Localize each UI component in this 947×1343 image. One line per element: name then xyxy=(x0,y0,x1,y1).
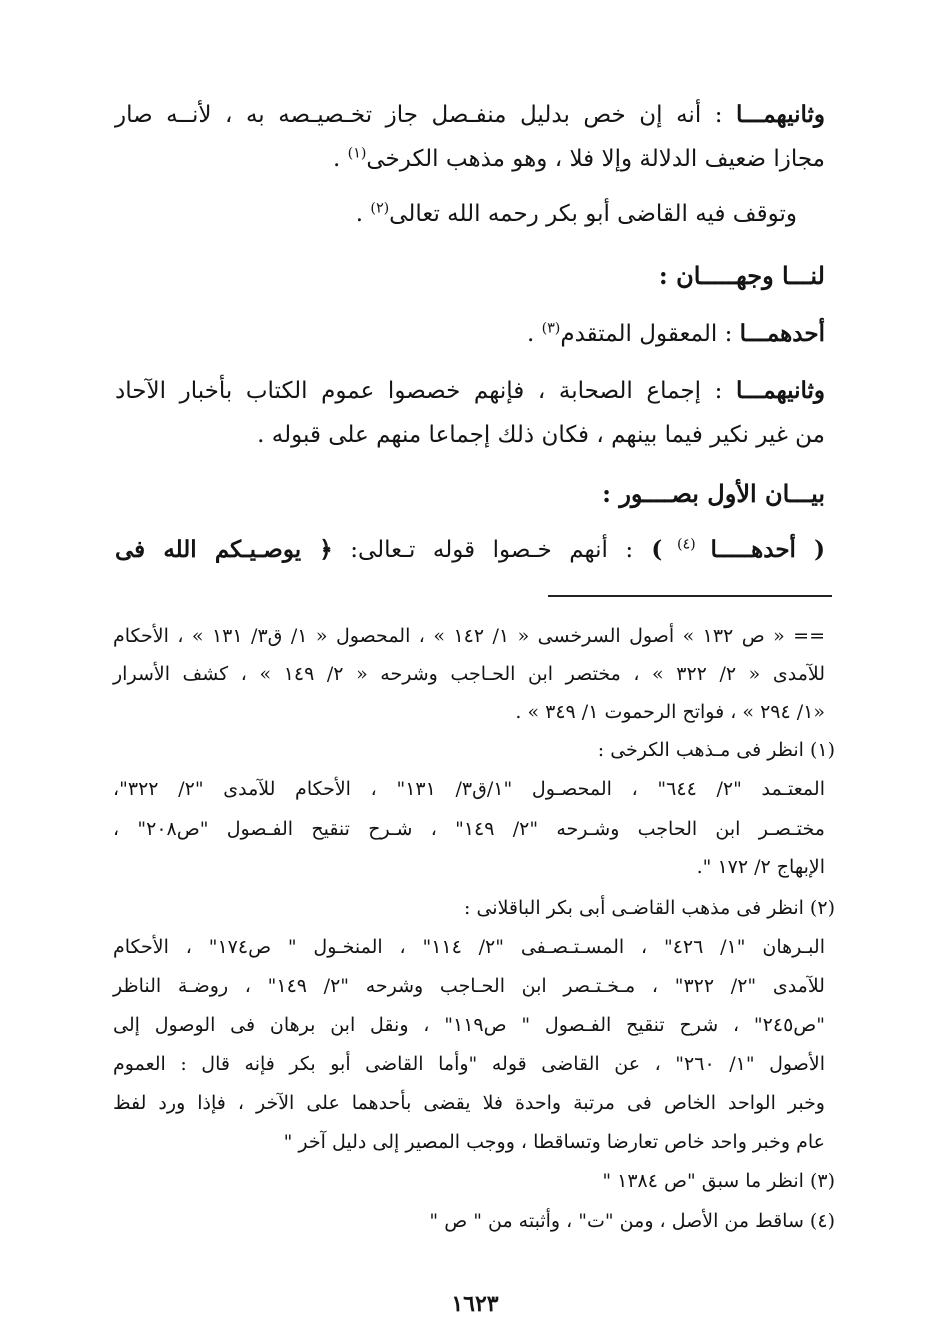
paragraph-second-opinion-line1 xyxy=(115,103,825,127)
text-run: . xyxy=(332,146,348,172)
term-first-form: أحدهـــــا xyxy=(710,536,796,563)
footnote-2-heading: (٢) انظر فى مذهب القاضـى أبى بكر الباقلانى : xyxy=(464,897,835,919)
footnote-continued-line3: «١/ ٢٩٤ » ، فواتح الرحموت ١/ ٣٤٩ » . xyxy=(515,701,825,723)
footnote-2-line1: البـرهان "١/ ٤٢٦" ، المسـتـصـفى "٢/ ١١٤" ، المنخـول " ص١٧٤" ، الأحكام xyxy=(113,936,825,958)
text-run: مجازا ضعيف الدلالة وإلا فلا ، وهو مذهب الكرخى xyxy=(366,146,825,172)
section-heading-two-aspects: لنـــا وجهـــــان : xyxy=(658,261,825,290)
footnote-ref-4[interactable]: (٤) xyxy=(662,536,711,553)
text-run: . xyxy=(526,321,542,347)
paragraph-first-aspect xyxy=(527,322,825,346)
footnote-separator xyxy=(548,595,832,597)
text-run: وتوقف فيه القاضى أبو بكر رحمه الله تعالى xyxy=(389,201,797,227)
footnote-continued-line2: للآمدى « ٢/ ٣٢٢ » ، مختصر ابن الحـاجب وشرحه « ٢/ ١٤٩ » ، كشف الأسرار xyxy=(113,663,825,685)
quran-quote: ﴿ يوصـيـكم الله فى xyxy=(115,536,333,563)
term-second-aspect: وثانيهمـــا xyxy=(736,377,825,404)
paragraph-second-opinion-line2 xyxy=(332,145,825,172)
text-run: : إجماع الصحابة ، فإنهم خصصوا عموم الكتاب بأخبار الآحاد xyxy=(115,378,737,404)
footnote-1-line3: الإبهاج ٢/ ١٧٢ ". xyxy=(696,856,825,878)
footnote-2-line3: "ص٢٤٥" ، شرح تنقيح الفـصول " ص١١٩" ، ونقل ابن برهان فى الوصول إلى xyxy=(113,1014,825,1036)
text-run: : أنه إن خص بدليل منفـصل جاز تخـصيـصه به ، لأنــه صار xyxy=(115,102,737,128)
term-second: وثانيهمـــا xyxy=(736,101,825,128)
paren-close: ) xyxy=(633,536,663,563)
term-first: أحدهمـــا xyxy=(739,320,825,347)
paragraph-second-aspect-line1 xyxy=(115,379,825,403)
footnote-2-line6: عام وخبر واحد خاص تعارضا وتساقطا ، ووجب المصير إلى دليل آخر " xyxy=(283,1131,825,1153)
footnote-1-line1: المعتـمد "٢/ ٦٤٤" ، المحصـول "١/ق٣/ ١٣١" ، الأحكام للآمدى "٢/ ٣٢٢"، xyxy=(113,778,825,800)
text-run: : المعقول المتقدم xyxy=(560,321,740,347)
paragraph-qadi-abu-bakr xyxy=(355,200,797,227)
footnote-ref-1[interactable]: (١) xyxy=(347,145,367,162)
paren-open: ( xyxy=(795,536,826,563)
text-run: : أنهم خـصوا قوله تـعالى: xyxy=(332,537,634,563)
page-number: ١٦٢٣ xyxy=(451,1291,499,1317)
text-run: . xyxy=(355,201,371,227)
section-heading-first-forms: بيـــان الأول بصــــور : xyxy=(602,479,825,508)
footnote-ref-3[interactable]: (٣) xyxy=(541,320,561,337)
paragraph-second-aspect-line2: من غير نكير فيما بينهم ، فكان ذلك إجماعا منهم على قبوله . xyxy=(257,422,825,448)
footnote-ref-2[interactable]: (٢) xyxy=(370,200,390,217)
footnote-3: (٣) انظر ما سبق "ص ١٣٨٤ " xyxy=(602,1170,835,1192)
footnote-1-heading: (١) انظر فى مـذهب الكرخى : xyxy=(597,739,835,761)
footnote-continued-line1: == « ص ١٣٢ » أصول السرخسى « ١/ ١٤٢ » ، المحصول « ١/ ق٣/ ١٣١ » ، الأحكام xyxy=(113,625,826,647)
footnote-1-line2: مختـصـر ابن الحاجب وشـرحه "٢/ ١٤٩" ، شـرح تنقيح الفـصول "ص٢٠٨" ، xyxy=(113,818,825,840)
paragraph-first-form xyxy=(115,538,825,562)
footnote-2-line5: وخبر الواحد الخاص فى مرتبة واحدة فلا يقضى بأحدهما على الآخر ، فإذا ورد لفظ xyxy=(113,1092,825,1114)
footnote-2-line2: للآمدى "٢/ ٣٢٢" ، مـخـتـصر ابن الحـاجب وشرحه "٢/ ١٤٩" ، روضـة الناظر xyxy=(113,975,825,997)
footnote-4: (٤) ساقط من الأصل ، ومن "ت" ، وأثبته من " ص " xyxy=(429,1210,835,1232)
footnote-2-line4: الأصول "١/ ٢٦٠" ، عن القاضى قوله "وأما القاضى أبو بكر فإنه قال : العموم xyxy=(113,1053,825,1075)
